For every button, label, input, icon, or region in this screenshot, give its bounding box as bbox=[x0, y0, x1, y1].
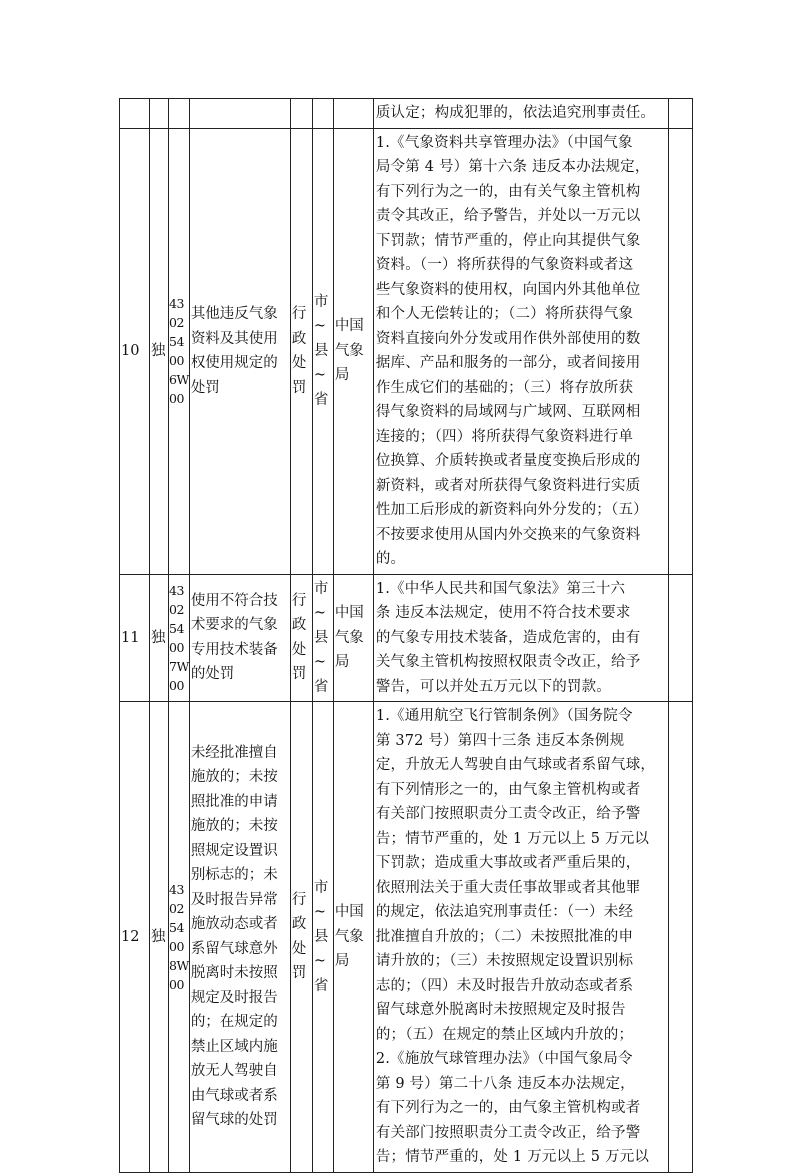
item-name bbox=[189, 99, 290, 129]
item-authority: 中国 气象 局 bbox=[333, 574, 373, 702]
item-category bbox=[290, 99, 312, 129]
legal-basis: 质认定；构成犯罪的，依法追究刑事责任。 bbox=[373, 99, 668, 129]
item-name: 其他违反气象 资料及其使用 权使用规定的 处罚 bbox=[189, 128, 290, 574]
item-note bbox=[668, 99, 692, 129]
legal-basis: 1.《通用航空飞行管制条例》（国务院令 第 372 号）第四十三条 违反本条例规 定，升放无人驾驶自由气球或者系留气球， 有下列情形之一的，由气象主管机构或者 有关部门按照职责分工责令改正，给予警 告；情节严重的，处 1 万元以上 5 万元以 下罚款；造成重大事故或者严重后果的， 依照刑法关于重大责任事故罪或者其他罪 的规定，依法追究刑事责任：（一）未经 批准擅自升放的；（二）未按照批准的申 请升放的；（三）未按照规定设置识别标 志的；（四）未及时报告升放动态或者系 留气球意外脱离时未按照规定及时报告 的；（五）在规定的禁止区域内升放的； 2.《施放气球管理办法》（中国气象局令 第 9 号）第二十八条 违反本办法规定， 有下列行为之一的，由气象主管机构或者 有关部门按照职责分工责令改正，给予警 告；情节严重的，处 1 万元以上 5 万元以 bbox=[373, 702, 668, 1173]
item-authority: 中国 气象 局 bbox=[333, 702, 373, 1173]
item-name: 使用不符合技 术要求的气象 专用技术装备 的处罚 bbox=[189, 574, 290, 702]
item-name: 未经批准擅自 施放的；未按 照批准的申请 施放的；未按 照规定设置识 别标志的；未 及时报告异常 施放动态或者 系留气球意外 脱离时未按照 规定及时报告 的；在规定的 禁止区域内施 放无人驾驶自 由气球或者系 留气球的处罚 bbox=[189, 702, 290, 1173]
item-type: 独 bbox=[150, 702, 169, 1173]
item-level: 市 ~ 县 ~ 省 bbox=[312, 128, 333, 574]
item-code: 43 02 54 00 6W 00 bbox=[169, 128, 190, 574]
item-level: 市 ~ 县 ~ 省 bbox=[312, 702, 333, 1173]
item-type: 独 bbox=[150, 128, 169, 574]
table-row bbox=[120, 574, 693, 702]
item-code: 43 02 54 00 7W 00 bbox=[169, 574, 190, 702]
item-note bbox=[668, 128, 692, 574]
item-level: 市 ~ 县 ~ 省 bbox=[312, 574, 333, 702]
item-authority bbox=[333, 99, 373, 129]
row-number: 10 bbox=[120, 128, 150, 574]
item-category: 行 政 处 罚 bbox=[290, 574, 312, 702]
table-row bbox=[120, 702, 693, 1173]
item-note bbox=[668, 574, 692, 702]
item-level bbox=[312, 99, 333, 129]
legal-basis: 1.《中华人民共和国气象法》第三十六 条 违反本法规定，使用不符合技术要求 的气象专用技术装备，造成危害的，由有 关气象主管机构按照权限责令改正，给予 警告，可以并处五万元以下的罚款。 bbox=[373, 574, 668, 702]
item-category: 行 政 处 罚 bbox=[290, 702, 312, 1173]
table-row bbox=[120, 128, 693, 574]
item-authority: 中国 气象 局 bbox=[333, 128, 373, 574]
row-number bbox=[120, 99, 150, 129]
table-row bbox=[120, 99, 693, 129]
item-category: 行 政 处 罚 bbox=[290, 128, 312, 574]
item-note bbox=[668, 702, 692, 1173]
penalty-table bbox=[119, 98, 693, 1173]
item-type bbox=[150, 99, 169, 129]
legal-basis: 1.《气象资料共享管理办法》（中国气象 局令第 4 号）第十六条 违反本办法规定， 有下列行为之一的，由有关气象主管机构 责令其改正，给予警告，并处以一万元以 下罚款；情节严重的，停止向其提供气象 资料。（一）将所获得的气象资料或者这 些气象资料的使用权，向国内外其他单位 和个人无偿转让的；（二）将所获得气象 资料直接向外分发或用作供外部使用的数 据库、产品和服务的一部分，或者间接用 作生成它们的基础的；（三）将存放所获 得气象资料的局域网与广域网、互联网相 连接的；（四）将所获得气象资料进行单 位换算、介质转换或者量度变换后形成的 新资料，或者对所获得气象资料进行实质 性加工后形成的新资料向外分发的；（五） 不按要求使用从国内外交换来的气象资料 的。 bbox=[373, 128, 668, 574]
row-number: 11 bbox=[120, 574, 150, 702]
item-code bbox=[169, 99, 190, 129]
row-number: 12 bbox=[120, 702, 150, 1173]
item-type: 独 bbox=[150, 574, 169, 702]
item-code: 43 02 54 00 8W 00 bbox=[169, 702, 190, 1173]
